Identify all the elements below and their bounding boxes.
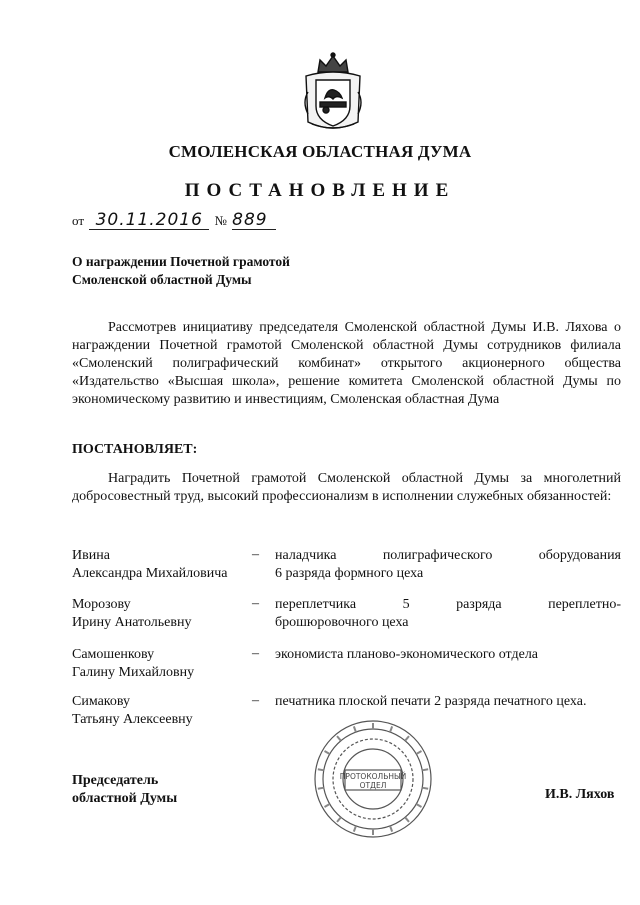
list-dash: – (252, 596, 259, 611)
awardee-position (275, 646, 621, 664)
awardee-position (275, 547, 621, 583)
awardee-given-names: Ирину Анатольевну (72, 615, 192, 630)
official-stamp (312, 718, 434, 840)
position-line: переплетчика 5 разряда переплетно- (275, 597, 621, 612)
awardee-name (72, 596, 192, 632)
position-line: экономиста планово-экономического отдела (275, 647, 539, 662)
signatory-title (72, 772, 177, 808)
awardee-given-names: Галину Михайловну (72, 665, 195, 680)
subject-line: О награждении Почетной грамотой (72, 254, 290, 269)
position-line: печатника плоской печати 2 разряда печатного цеха. (275, 694, 587, 709)
list-dash: – (252, 646, 259, 661)
organization-title: СМОЛЕНСКАЯ ОБЛАСТНАЯ ДУМА (168, 142, 472, 161)
list-dash: – (252, 547, 259, 562)
position-line: 6 разряда формного цеха (275, 566, 424, 581)
position-line: брошюровочного цеха (275, 615, 409, 630)
handwritten-date: 30.11.2016 (89, 212, 209, 230)
coat-of-arms-emblem (298, 52, 368, 134)
stamp-label: ПРОТОКОЛЬНЫЙ (339, 772, 407, 781)
awardee-position (275, 596, 621, 632)
document-subject (72, 253, 290, 289)
number-prefix: № (214, 213, 227, 228)
position-line: наладчика полиграфического оборудования (275, 548, 621, 563)
date-number-line (72, 212, 276, 230)
handwritten-number: 889 (232, 212, 276, 230)
awardee-name (72, 547, 228, 583)
awardee-surname: Ивина (72, 548, 110, 563)
document-type-title: ПОСТАНОВЛЕНИЕ (184, 180, 456, 201)
preamble-paragraph: Рассмотрев инициативу председателя Смоленской областной Думы И.В. Ляхова о награждении Почетной грамотой Смоленской областной Думы сотрудников филиала «Смоленский полиграфический комбинат» открытого акционерного общества «Издательство «Высшая школа», решение комитета Смоленской областной Думы по экономическому развитию и инвестициям, Смоленская областная Дума (72, 320, 621, 407)
awardee-name (72, 693, 193, 729)
subject-line: Смоленской областной Думы (72, 272, 252, 287)
date-prefix: от (72, 213, 85, 228)
awardee-name (72, 646, 194, 682)
signatory-name: И.В. Ляхов (545, 787, 615, 802)
awardee-given-names: Татьяну Алексеевну (72, 712, 193, 727)
awardee-surname: Симакову (72, 694, 131, 709)
signatory-title-line: областной Думы (72, 791, 178, 806)
awardee-position (275, 693, 621, 711)
signatory-title-line: Председатель (72, 773, 159, 788)
award-paragraph: Наградить Почетной грамотой Смоленской областной Думы за многолетний добросовестный труд, высокий профессионализм в исполнении служебных обязанностей: (72, 471, 621, 504)
list-dash: – (252, 693, 259, 708)
stamp-label: ОТДЕЛ (359, 781, 387, 790)
awardee-given-names: Александра Михайловича (72, 566, 228, 581)
awardee-surname: Самошенкову (72, 647, 155, 662)
awardee-surname: Морозову (72, 597, 131, 612)
decree-heading: ПОСТАНОВЛЯЕТ: (72, 442, 198, 457)
